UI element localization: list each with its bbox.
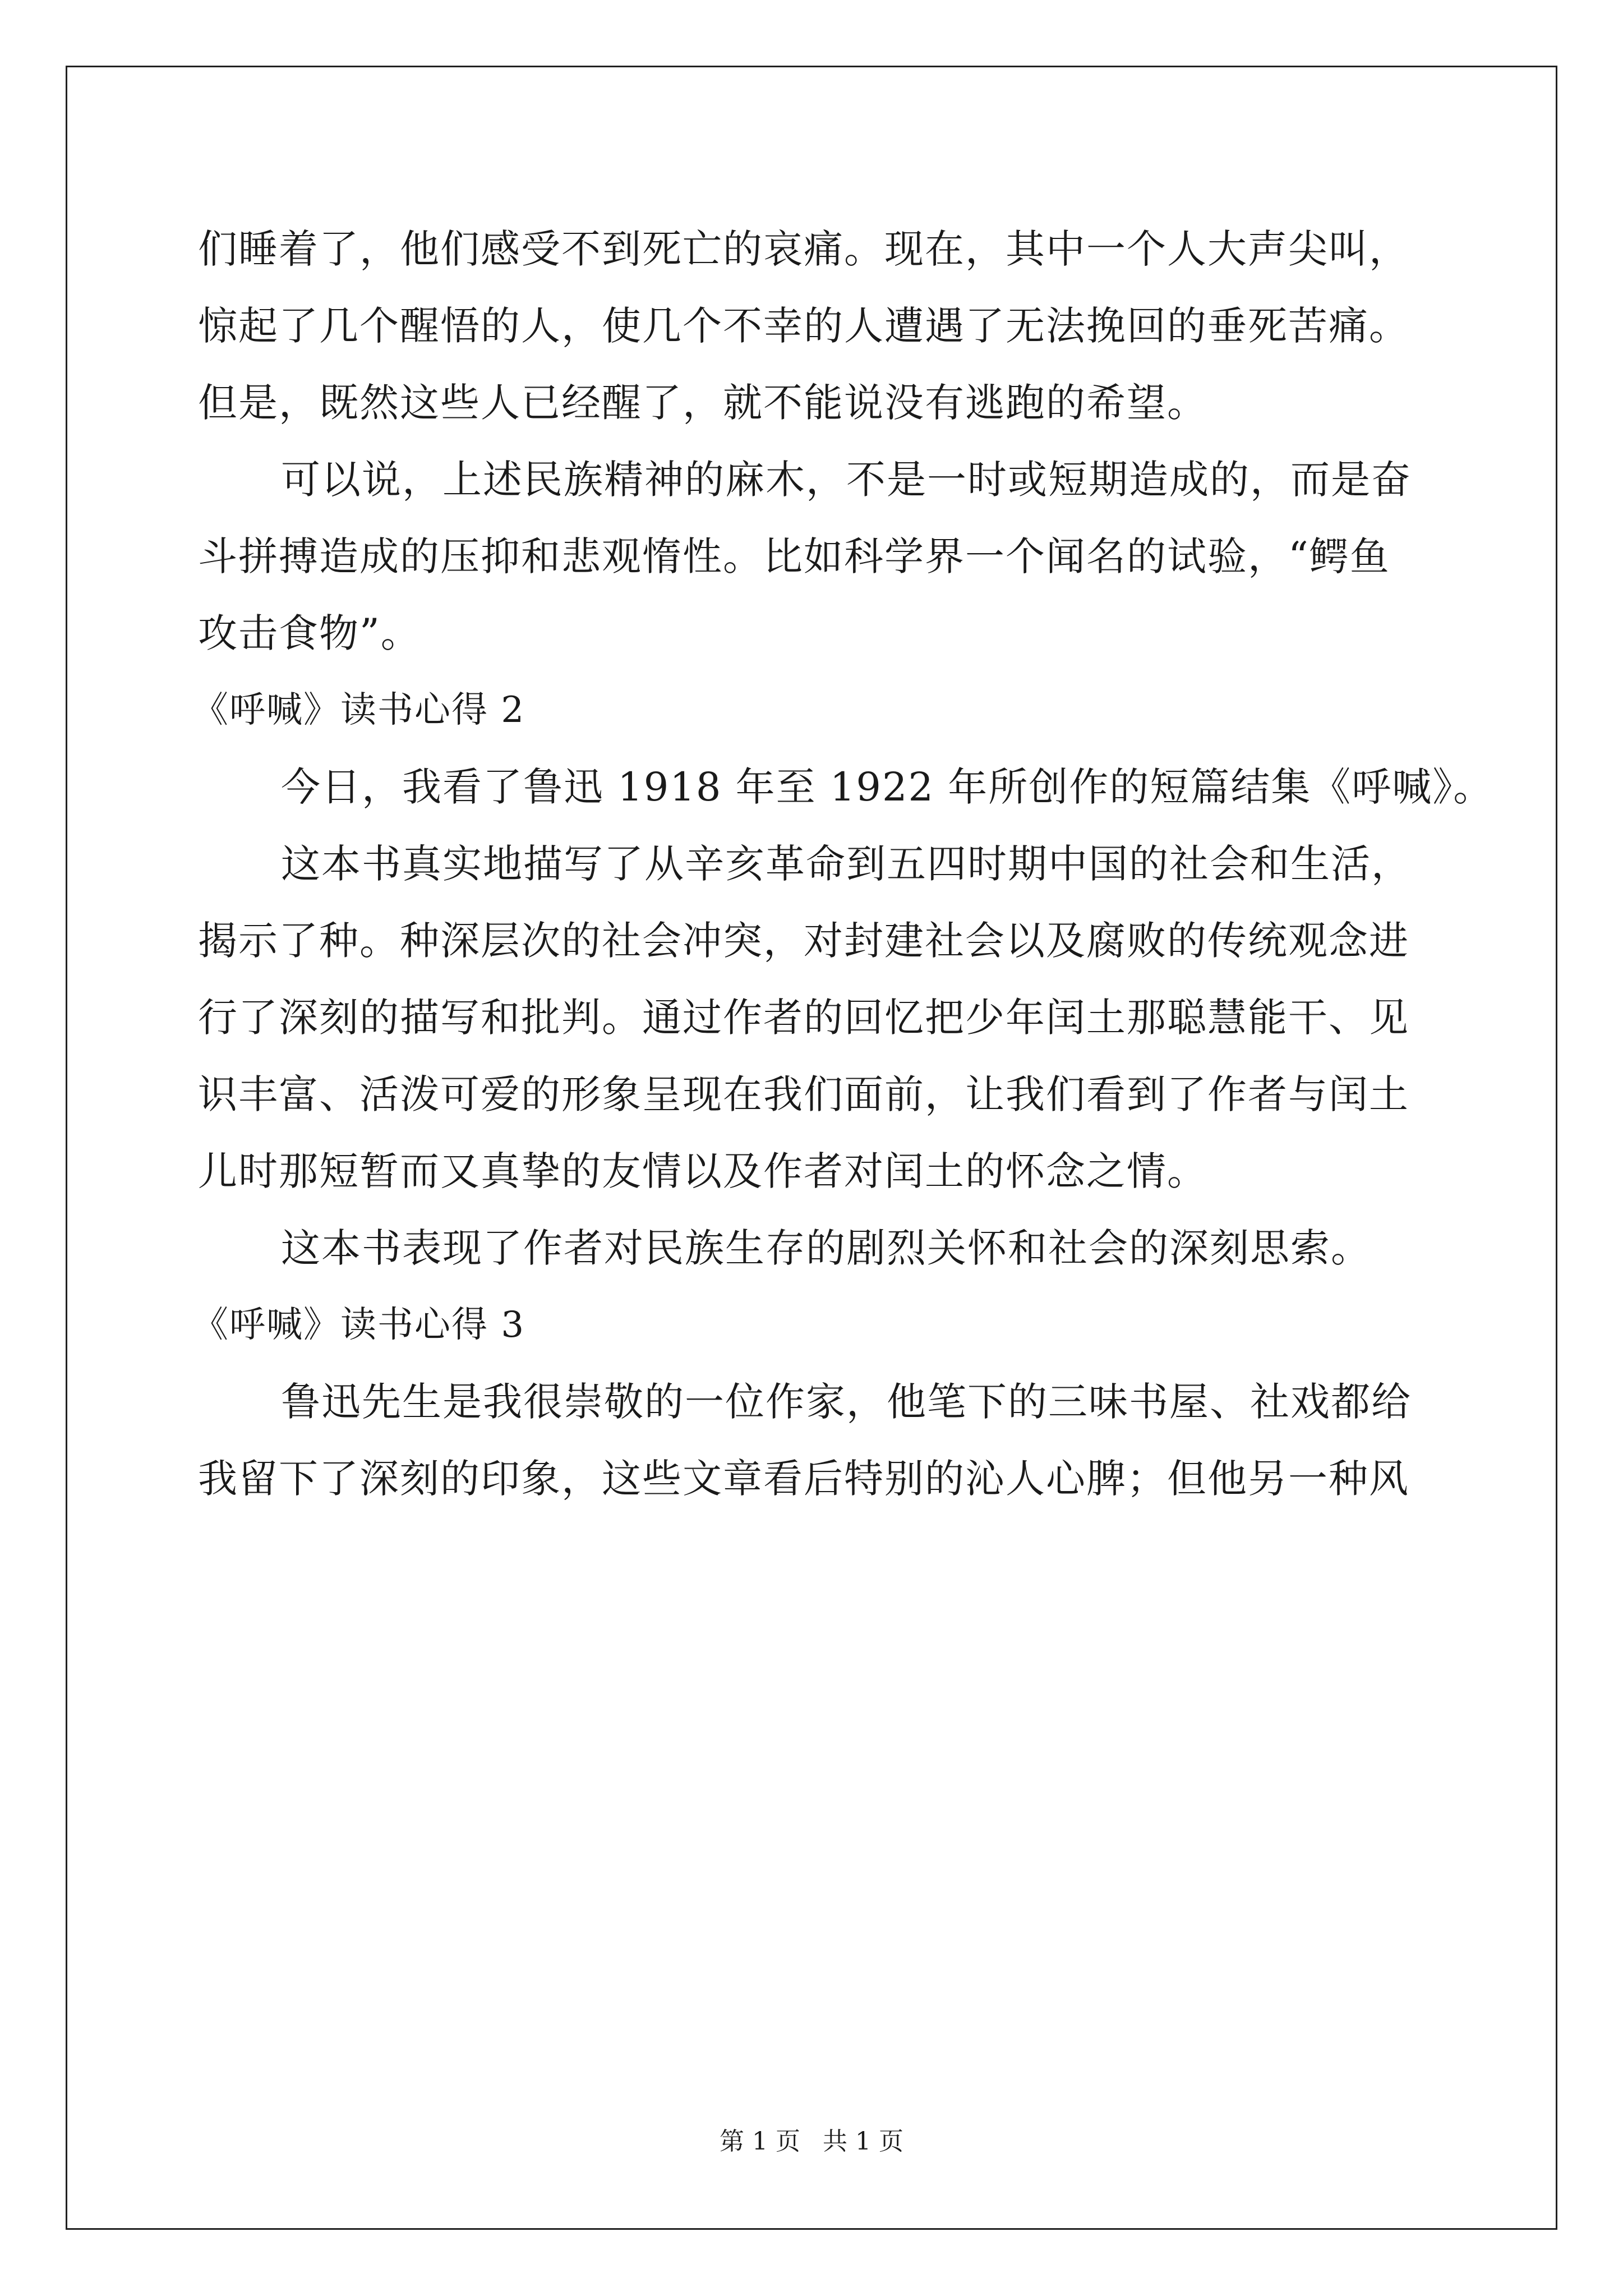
text-line: 识丰富、活泼可爱的形象呈现在我们面前，让我们看到了作者与闰土	[198, 1071, 1409, 1117]
section-heading: 《呼喊》读书心得 3	[192, 1304, 525, 1346]
page-total: 共 1 页	[823, 2127, 903, 2156]
text-line: 这本书表现了作者对民族生存的剧烈关怀和社会的深刻思索。	[281, 1225, 1371, 1271]
text-line: 斗拼搏造成的压抑和悲观惰性。比如科学界一个闻名的试验，“鳄鱼	[198, 533, 1390, 579]
document-body	[192, 211, 1494, 1517]
text-line: 我留下了深刻的印象，这些文章看后特别的沁人心脾；但他另一种风	[198, 1456, 1409, 1502]
text-line: 揭示了种。种深层次的社会冲突，对封建社会以及腐败的传统观念进	[198, 918, 1409, 964]
page-number: 第 1 页	[720, 2127, 800, 2156]
text-line: 行了深刻的描写和批判。通过作者的回忆把少年闰土那聪慧能干、见	[198, 995, 1409, 1041]
text-line: 攻击食物”。	[198, 610, 421, 656]
section-heading: 《呼喊》读书心得 2	[192, 689, 525, 731]
text-line: 可以说，上述民族精神的麻木，不是一时或短期造成的，而是奋	[281, 457, 1412, 503]
text-line: 儿时那短暂而又真挚的友情以及作者对闰土的怀念之情。	[198, 1148, 1207, 1194]
text-line: 但是，既然这些人已经醒了，就不能说没有逃跑的希望。	[198, 380, 1207, 426]
page-footer	[0, 2125, 1623, 2159]
text-line: 惊起了几个醒悟的人，使几个不幸的人遭遇了无法挽回的垂死苦痛。	[198, 303, 1409, 349]
text-line: 这本书真实地描写了从辛亥革命到五四时期中国的社会和生活，	[281, 841, 1412, 887]
text-line: 今日，我看了鲁迅 1918 年至 1922 年所创作的短篇结集《呼喊》。	[281, 764, 1494, 810]
text-line: 鲁迅先生是我很崇敬的一位作家，他笔下的三味书屋、社戏都给	[281, 1379, 1412, 1425]
text-line: 们睡着了，他们感受不到死亡的哀痛。现在，其中一个人大声尖叫，	[198, 226, 1409, 272]
